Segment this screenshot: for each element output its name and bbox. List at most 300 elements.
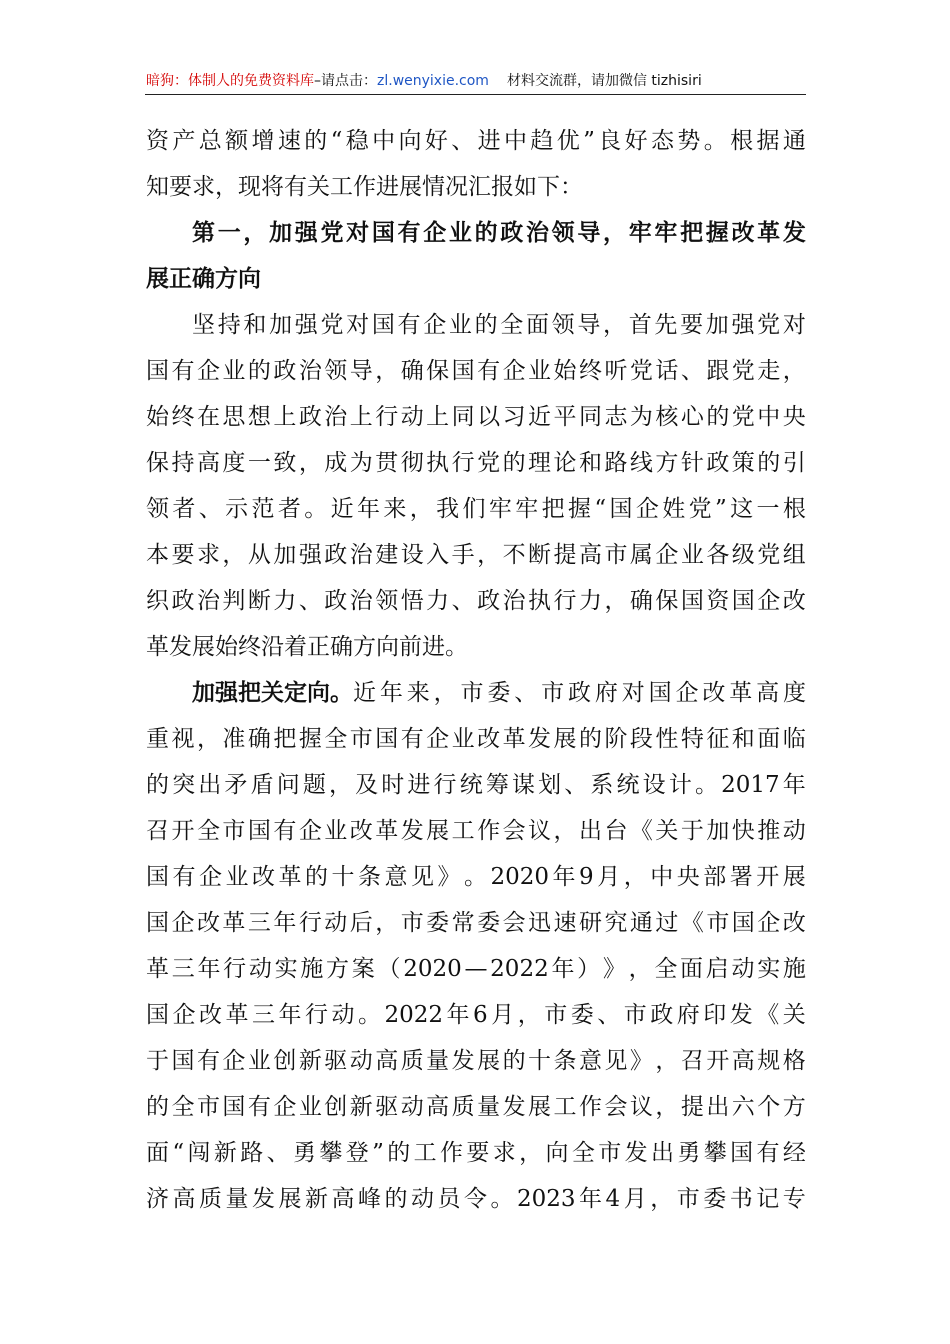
text-glyph: 悟 <box>400 588 424 614</box>
text-glyph: 突 <box>172 772 196 798</box>
text-glyph: 出 <box>651 1140 675 1166</box>
text-line <box>146 762 806 808</box>
text-glyph: 高 <box>756 680 780 706</box>
text-glyph: 的 <box>757 450 781 476</box>
text-glyph: 党 <box>320 220 344 246</box>
text-glyph: 度 <box>222 450 246 476</box>
text-glyph: 、 <box>298 588 322 614</box>
text-glyph: 保 <box>655 588 679 614</box>
text-glyph: 党 <box>757 312 781 338</box>
text-glyph: ， <box>477 542 501 568</box>
text-glyph: 业 <box>448 312 472 338</box>
paragraph-intro-continuation <box>146 118 806 210</box>
text-line <box>146 302 806 348</box>
text-glyph: 政 <box>500 220 524 246</box>
text-glyph: 领 <box>375 588 399 614</box>
text-glyph: 方 <box>655 450 679 476</box>
text-glyph: 上 <box>426 404 450 430</box>
text-glyph: 势 <box>677 128 701 154</box>
text-glyph: 领 <box>551 312 575 338</box>
text-glyph: 行 <box>451 450 475 476</box>
text-line <box>146 808 806 854</box>
text-glyph: 为 <box>629 404 653 430</box>
text-glyph: 勇 <box>293 1140 317 1166</box>
text-glyph: 企 <box>426 726 450 752</box>
text-glyph: 企 <box>502 358 526 384</box>
text-glyph: 府 <box>676 1002 700 1028</box>
text-glyph: 企 <box>298 818 322 844</box>
text-glyph: 央 <box>782 404 806 430</box>
text-glyph: 为 <box>349 450 373 476</box>
text-glyph: 专 <box>782 1186 806 1212</box>
text-glyph: 始 <box>553 358 577 384</box>
text-glyph: 一 <box>217 220 241 246</box>
text-glyph: 行 <box>433 772 457 798</box>
text-glyph: 市 <box>349 726 373 752</box>
text-line <box>146 900 806 946</box>
text-glyph: 有 <box>477 358 501 384</box>
text-glyph: 手 <box>451 542 475 568</box>
text-line <box>146 854 806 900</box>
text-glyph: 企 <box>757 910 781 936</box>
text-glyph: 关 <box>782 1002 806 1028</box>
text-glyph: 全 <box>500 312 524 338</box>
text-glyph: 展 <box>278 1186 302 1212</box>
text-glyph: 们 <box>462 496 486 522</box>
text-glyph: 委 <box>426 910 450 936</box>
text-glyph: 市 <box>541 680 565 706</box>
text-glyph: 系 <box>590 772 614 798</box>
text-glyph: 《 <box>680 910 704 936</box>
text-glyph: 改 <box>196 910 220 936</box>
text-glyph: 线 <box>629 450 653 476</box>
text-glyph: 全 <box>654 956 678 982</box>
text-glyph: 国 <box>680 588 704 614</box>
text-glyph: 出 <box>706 1094 730 1120</box>
text-glyph: 各 <box>706 542 730 568</box>
text-glyph: 央 <box>676 864 700 890</box>
text-glyph: 改 <box>252 864 275 890</box>
text-glyph: 党 <box>629 358 653 384</box>
text-glyph: 市 <box>544 1002 568 1028</box>
text-glyph: 国 <box>146 910 169 936</box>
text-glyph: 展 <box>553 726 577 752</box>
text-glyph: 计 <box>668 772 692 798</box>
text-glyph: 全 <box>571 1140 595 1166</box>
text-glyph: 、 <box>198 496 222 522</box>
text-glyph: 会 <box>502 910 526 936</box>
text-glyph: 强 <box>298 542 322 568</box>
text-glyph: 关 <box>655 818 679 844</box>
text-glyph: 行 <box>305 1002 328 1028</box>
text-glyph: 党 <box>477 450 501 476</box>
text-glyph: 市 <box>623 1002 647 1028</box>
text-glyph: 策 <box>731 450 755 476</box>
text-glyph: “ <box>594 496 607 522</box>
text-glyph: 发 <box>528 726 552 752</box>
text-glyph: 员 <box>437 1186 461 1212</box>
text-glyph: 记 <box>756 1186 780 1212</box>
text-glyph: 年 <box>782 772 806 798</box>
text-glyph: 开 <box>706 1048 730 1074</box>
text-glyph: 根 <box>782 496 806 522</box>
text-line <box>146 118 806 164</box>
text-glyph: 会 <box>502 818 526 844</box>
text-glyph: 度 <box>783 680 806 706</box>
text-glyph: 牢 <box>515 496 539 522</box>
header-site-name[interactable]: 暗狗：体制人的免费资料库 <box>146 73 314 89</box>
text-glyph: 同 <box>578 404 602 430</box>
text-glyph: 速 <box>277 128 301 154</box>
text-glyph: 工 <box>451 818 475 844</box>
text-glyph: 党 <box>688 496 712 522</box>
text-glyph: 市 <box>604 542 628 568</box>
text-glyph: 者 <box>277 496 301 522</box>
text-glyph: 近 <box>353 680 376 706</box>
text-glyph: 印 <box>703 1002 727 1028</box>
text-glyph: 特 <box>680 726 704 752</box>
text-glyph: 政 <box>650 1002 674 1028</box>
text-glyph: 创 <box>273 1048 297 1074</box>
text-glyph: 议 <box>629 1094 653 1120</box>
text-glyph: 驱 <box>375 1094 399 1120</box>
text-glyph: 市 <box>196 1094 220 1120</box>
text-line <box>146 1130 806 1176</box>
text-glyph: 高 <box>578 542 602 568</box>
text-glyph: 勇 <box>677 1140 701 1166</box>
text-glyph: 企 <box>423 220 447 246</box>
text-glyph: 者 <box>172 496 196 522</box>
text-glyph: 9 <box>579 864 594 890</box>
text-glyph: 面 <box>525 312 549 338</box>
text-glyph: 针 <box>680 450 704 476</box>
text-glyph: 持 <box>217 312 241 338</box>
text-glyph: （ <box>377 956 401 982</box>
text-glyph: 攀 <box>319 1140 343 1166</box>
header-link[interactable]: zl.wenyixie.com <box>377 73 489 89</box>
text-glyph: 面 <box>146 1140 169 1166</box>
text-glyph: 《 <box>629 818 653 844</box>
text-glyph: 发 <box>502 1094 526 1120</box>
text-glyph: 规 <box>757 1048 781 1074</box>
text-glyph: 动 <box>400 404 424 430</box>
text-glyph: 启 <box>705 956 729 982</box>
text-glyph: 改 <box>349 818 373 844</box>
text-glyph: 国 <box>451 358 475 384</box>
text-glyph: 业 <box>324 818 348 844</box>
text-glyph: 求 <box>196 542 220 568</box>
text-glyph: 业 <box>225 864 249 890</box>
text-glyph: 首 <box>628 312 652 338</box>
text-glyph: 级 <box>731 542 755 568</box>
text-glyph: 据 <box>756 128 780 154</box>
text-glyph: 开 <box>171 818 195 844</box>
text-glyph: 量 <box>477 1094 501 1120</box>
text-glyph: 加 <box>273 542 297 568</box>
text-glyph: 市 <box>676 1186 700 1212</box>
text-glyph: 新 <box>213 1140 237 1166</box>
text-glyph: 重 <box>146 726 169 752</box>
text-glyph: 业 <box>528 358 552 384</box>
text-glyph: 导 <box>577 312 601 338</box>
text-glyph: 格 <box>782 1048 806 1074</box>
text-glyph: 这 <box>730 496 754 522</box>
text-glyph: 委 <box>487 680 511 706</box>
text-glyph: 改 <box>731 220 755 246</box>
text-glyph: 政 <box>324 588 348 614</box>
text-glyph: 对 <box>621 680 645 706</box>
text-glyph: 工 <box>553 1094 577 1120</box>
text-glyph: 征 <box>706 726 730 752</box>
text-glyph: 改 <box>782 910 806 936</box>
text-glyph: 。 <box>703 128 727 154</box>
text-glyph: 断 <box>247 588 271 614</box>
text-glyph: 通 <box>782 128 806 154</box>
text-glyph: 2022 <box>490 956 549 982</box>
text-glyph: 政 <box>298 404 322 430</box>
text-glyph: ” <box>372 1140 384 1166</box>
text-glyph: 的 <box>578 726 602 752</box>
text-glyph: 高 <box>196 450 220 476</box>
text-glyph: 发 <box>451 1048 475 1074</box>
text-glyph: 全 <box>324 726 348 752</box>
text-glyph: 确 <box>247 726 271 752</box>
text-glyph: 快 <box>731 818 755 844</box>
text-glyph: 盾 <box>250 772 274 798</box>
text-glyph: 全 <box>171 1094 195 1120</box>
text-glyph: 个 <box>757 1094 781 1120</box>
text-glyph: ， <box>628 956 652 982</box>
paragraph-party-leadership <box>146 302 806 670</box>
text-line: 革发展始终沿着正确方向前进。 <box>146 634 468 660</box>
text-glyph: 把 <box>273 726 297 752</box>
text-glyph: ， <box>196 726 220 752</box>
text-glyph: 。 <box>358 1002 381 1028</box>
text-glyph: 年 <box>278 1002 302 1028</box>
text-glyph: 行 <box>375 404 399 430</box>
text-glyph: 月 <box>491 1002 515 1028</box>
text-glyph: 总 <box>198 128 222 154</box>
text-glyph: 业 <box>451 726 475 752</box>
text-glyph: 、 <box>680 358 704 384</box>
text-glyph: 中 <box>757 404 781 430</box>
text-glyph: 对 <box>346 312 370 338</box>
text-glyph: 高 <box>172 1186 196 1212</box>
text-glyph: 平 <box>553 404 577 430</box>
text-glyph: 强 <box>731 312 755 338</box>
text-glyph: 握 <box>705 220 729 246</box>
text-glyph: “ <box>330 128 343 154</box>
text-glyph: 量 <box>426 1048 450 1074</box>
text-glyph: 台 <box>604 818 628 844</box>
text-glyph: ， <box>650 1186 674 1212</box>
text-glyph: 从 <box>247 542 271 568</box>
text-glyph: 题 <box>302 772 326 798</box>
text-glyph: 实 <box>757 956 781 982</box>
text-line <box>146 440 806 486</box>
header-divider <box>145 94 806 95</box>
text-glyph: 织 <box>146 588 169 614</box>
text-line <box>146 1038 806 1084</box>
text-glyph: ， <box>433 680 457 706</box>
text-glyph: 企 <box>757 588 781 614</box>
text-glyph: 《 <box>756 1002 780 1028</box>
text-glyph: 党 <box>731 358 755 384</box>
text-glyph: 革 <box>757 220 781 246</box>
text-glyph: 来 <box>383 496 407 522</box>
text-glyph: ， <box>603 220 626 246</box>
text-glyph: 政 <box>568 680 591 706</box>
text-glyph: 国 <box>375 726 399 752</box>
text-glyph: 问 <box>276 772 300 798</box>
text-line <box>146 716 806 762</box>
text-glyph: 出 <box>578 818 602 844</box>
text-glyph: 府 <box>594 680 618 706</box>
text-glyph: 过 <box>655 910 679 936</box>
text-glyph: 的 <box>146 1094 169 1120</box>
text-glyph: ， <box>553 818 577 844</box>
text-glyph: 月 <box>623 1186 647 1212</box>
text-glyph: 革 <box>225 1002 249 1028</box>
text-glyph: ， <box>298 450 322 476</box>
text-glyph: 国 <box>247 818 271 844</box>
text-glyph: 研 <box>578 910 602 936</box>
text-glyph: 提 <box>680 1094 704 1120</box>
text-glyph: 发 <box>729 1002 753 1028</box>
text-glyph: 国 <box>146 358 169 384</box>
text-glyph: 对 <box>782 312 806 338</box>
text-glyph: 年 <box>273 910 297 936</box>
text-glyph: “ <box>172 1140 185 1166</box>
text-glyph: 有 <box>171 358 195 384</box>
text-glyph: 委 <box>477 910 501 936</box>
text-glyph: 三 <box>252 1002 275 1028</box>
text-glyph: ， <box>519 1140 543 1166</box>
text-glyph: 上 <box>349 404 373 430</box>
text-glyph: 动 <box>349 1048 373 1074</box>
text-glyph: 要 <box>680 312 704 338</box>
text-glyph: 全 <box>196 818 220 844</box>
text-glyph: 有 <box>756 1140 780 1166</box>
text-glyph: 习 <box>502 404 526 430</box>
text-glyph: 国 <box>171 1048 195 1074</box>
text-glyph: 走 <box>757 358 781 384</box>
text-glyph: 的 <box>247 358 271 384</box>
text-glyph: 以 <box>477 404 501 430</box>
text-glyph: ， <box>375 358 399 384</box>
text-glyph: 4 <box>605 1186 621 1212</box>
text-glyph: 年 <box>197 956 221 982</box>
text-glyph: 年 <box>446 1002 470 1028</box>
text-glyph: 治 <box>349 588 373 614</box>
text-glyph: 2020 <box>403 956 462 982</box>
text-glyph: ， <box>222 542 246 568</box>
text-glyph: 业 <box>222 358 246 384</box>
text-glyph: 作 <box>578 1094 602 1120</box>
text-glyph: 质 <box>400 1048 424 1074</box>
text-glyph: 有 <box>397 220 421 246</box>
text-glyph: 十 <box>331 864 355 890</box>
text-line <box>146 532 806 578</box>
text-glyph: 加 <box>269 312 293 338</box>
text-glyph: 企 <box>655 542 679 568</box>
text-glyph: ” <box>583 128 595 154</box>
text-glyph: 意 <box>578 1048 602 1074</box>
text-glyph: 优 <box>556 128 580 154</box>
text-glyph: 革 <box>146 956 169 982</box>
text-glyph: 跟 <box>706 358 730 384</box>
text-glyph: 企 <box>171 910 195 936</box>
text-glyph: 速 <box>553 910 577 936</box>
text-glyph: 发 <box>624 1140 648 1166</box>
text-glyph: 好 <box>624 128 648 154</box>
text-glyph: 中 <box>372 128 396 154</box>
text-glyph: 设 <box>400 542 424 568</box>
text-glyph: 高 <box>331 1186 355 1212</box>
text-glyph: 、 <box>266 1140 290 1166</box>
text-glyph: 对 <box>346 220 370 246</box>
text-glyph: 态 <box>651 128 675 154</box>
text-glyph: ， <box>655 1094 679 1120</box>
text-glyph: 于 <box>146 1048 169 1074</box>
text-glyph: 企 <box>423 312 447 338</box>
text-glyph: 治 <box>298 358 322 384</box>
text-glyph: 中 <box>650 864 674 890</box>
text-glyph: 革 <box>375 818 399 844</box>
text-glyph: 国 <box>146 864 169 890</box>
text-glyph: 持 <box>171 450 195 476</box>
text-glyph: 筹 <box>485 772 509 798</box>
text-line <box>146 348 806 394</box>
text-glyph: 革 <box>502 726 526 752</box>
text-glyph: 署 <box>729 864 753 890</box>
text-glyph: 成 <box>324 450 348 476</box>
text-glyph: 加 <box>705 312 729 338</box>
header-contact: 材料交流群，请加微信 tizhisiri <box>506 73 702 89</box>
text-glyph: 核 <box>655 404 679 430</box>
text-glyph: 议 <box>528 818 552 844</box>
text-glyph: 临 <box>782 726 806 752</box>
text-glyph: 加 <box>269 220 293 246</box>
text-glyph: 矛 <box>224 772 248 798</box>
text-glyph: 强 <box>294 312 318 338</box>
text-glyph: 保 <box>146 450 169 476</box>
text-glyph: 准 <box>222 726 246 752</box>
text-glyph: 六 <box>731 1094 755 1120</box>
text-glyph: 改 <box>199 1002 222 1028</box>
text-glyph: 展 <box>782 864 806 890</box>
text-glyph: 国 <box>609 496 633 522</box>
text-glyph: 新 <box>298 1048 322 1074</box>
text-glyph: 业 <box>680 542 704 568</box>
text-glyph: 国 <box>730 1140 754 1166</box>
text-glyph: 示 <box>225 496 249 522</box>
text-glyph: 质 <box>451 1094 475 1120</box>
text-glyph: 治 <box>525 220 549 246</box>
text-glyph: 动 <box>400 1094 424 1120</box>
text-glyph: 发 <box>782 220 806 246</box>
text-glyph: ， <box>517 1002 541 1028</box>
text-glyph: 进 <box>477 128 501 154</box>
text-glyph: 2020 <box>490 864 550 890</box>
text-glyph: 及 <box>355 772 379 798</box>
text-glyph: 国 <box>731 588 755 614</box>
text-glyph: 见 <box>604 1048 628 1074</box>
text-glyph: 的 <box>474 220 498 246</box>
text-glyph: 2022 <box>384 1002 444 1028</box>
text-glyph: 握 <box>298 726 322 752</box>
text-glyph: 路 <box>240 1140 264 1166</box>
